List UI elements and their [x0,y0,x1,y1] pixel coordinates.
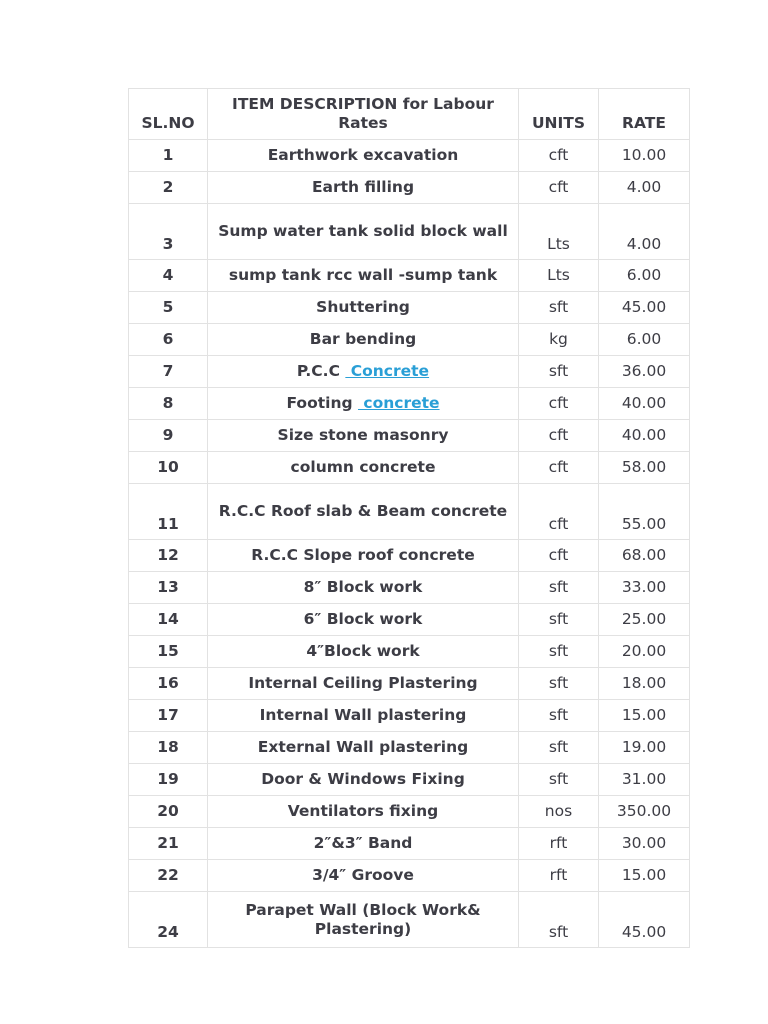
table-row [129,452,690,484]
row-sl-no: 13 [129,572,208,604]
row-unit: sft [519,356,599,388]
row-description: Sump water tank solid block wall [208,204,519,260]
table-row [129,764,690,796]
row-sl-no: 22 [129,860,208,892]
row-rate: 19.00 [599,732,690,764]
table-row [129,140,690,172]
row-rate: 4.00 [599,204,690,260]
row-sl-no: 11 [129,484,208,540]
row-rate: 20.00 [599,636,690,668]
row-unit: sft [519,604,599,636]
row-description: 3/4″ Groove [208,860,519,892]
row-rate: 15.00 [599,860,690,892]
row-unit: cft [519,484,599,540]
row-rate: 25.00 [599,604,690,636]
row-unit: cft [519,420,599,452]
labour-rates-table [128,88,690,948]
row-description: column concrete [208,452,519,484]
table-row [129,668,690,700]
row-rate: 4.00 [599,172,690,204]
row-unit: Lts [519,204,599,260]
header-units: UNITS [519,89,599,140]
row-sl-no: 4 [129,260,208,292]
row-description: 2″&3″ Band [208,828,519,860]
row-rate: 45.00 [599,892,690,948]
row-sl-no: 5 [129,292,208,324]
header-sl-no: SL.NO [129,89,208,140]
row-unit: cft [519,140,599,172]
row-sl-no: 19 [129,764,208,796]
row-sl-no: 18 [129,732,208,764]
row-rate: 10.00 [599,140,690,172]
row-sl-no: 1 [129,140,208,172]
row-sl-no: 17 [129,700,208,732]
row-rate: 31.00 [599,764,690,796]
row-unit: rft [519,828,599,860]
row-sl-no: 7 [129,356,208,388]
row-sl-no: 3 [129,204,208,260]
row-description: Earth filling [208,172,519,204]
table-row [129,860,690,892]
row-description: 4″Block work [208,636,519,668]
table-row [129,700,690,732]
table-row [129,260,690,292]
row-unit: nos [519,796,599,828]
row-sl-no: 8 [129,388,208,420]
row-unit: cft [519,452,599,484]
table-row [129,796,690,828]
row-rate: 6.00 [599,260,690,292]
row-description [208,388,519,420]
row-unit: sft [519,700,599,732]
table-row [129,204,690,260]
row-unit: cft [519,388,599,420]
row-sl-no: 21 [129,828,208,860]
row-sl-no: 14 [129,604,208,636]
table-row [129,356,690,388]
table-row [129,420,690,452]
row-unit: sft [519,764,599,796]
row-description: Bar bending [208,324,519,356]
row-rate: 58.00 [599,452,690,484]
row-unit: sft [519,292,599,324]
row-unit: Lts [519,260,599,292]
row-description: Size stone masonry [208,420,519,452]
row-rate: 33.00 [599,572,690,604]
row-description: External Wall plastering [208,732,519,764]
row-rate: 15.00 [599,700,690,732]
row-description: Earthwork excavation [208,140,519,172]
row-unit: sft [519,668,599,700]
table-row [129,292,690,324]
row-description: Shuttering [208,292,519,324]
row-unit: rft [519,860,599,892]
table-row [129,324,690,356]
row-rate: 18.00 [599,668,690,700]
header-item-description: ITEM DESCRIPTION for Labour Rates [208,89,519,140]
table-row [129,484,690,540]
row-rate: 350.00 [599,796,690,828]
row-rate: 6.00 [599,324,690,356]
table-row [129,732,690,764]
row-description: R.C.C Slope roof concrete [208,540,519,572]
row-description: 6″ Block work [208,604,519,636]
row-rate: 40.00 [599,388,690,420]
row-unit: kg [519,324,599,356]
description-prefix: Footing [286,394,358,412]
row-description: sump tank rcc wall -sump tank [208,260,519,292]
table-row [129,388,690,420]
row-unit: cft [519,540,599,572]
row-sl-no: 10 [129,452,208,484]
row-unit: sft [519,636,599,668]
concrete-link[interactable]: concrete [357,394,440,412]
row-sl-no: 16 [129,668,208,700]
row-description [208,356,519,388]
row-sl-no: 6 [129,324,208,356]
table-row [129,604,690,636]
row-description: Internal Ceiling Plastering [208,668,519,700]
row-rate: 45.00 [599,292,690,324]
row-unit: sft [519,572,599,604]
row-sl-no: 24 [129,892,208,948]
row-description: Parapet Wall (Block Work& Plastering) [208,892,519,948]
table-row [129,172,690,204]
table-row [129,572,690,604]
row-sl-no: 20 [129,796,208,828]
row-sl-no: 9 [129,420,208,452]
row-rate: 40.00 [599,420,690,452]
row-description: Ventilators fixing [208,796,519,828]
row-unit: sft [519,732,599,764]
table-row [129,540,690,572]
row-description: Internal Wall plastering [208,700,519,732]
row-description: Door & Windows Fixing [208,764,519,796]
row-sl-no: 12 [129,540,208,572]
table-row [129,636,690,668]
concrete-link[interactable]: Concrete [345,362,430,380]
row-rate: 36.00 [599,356,690,388]
row-rate: 55.00 [599,484,690,540]
row-rate: 68.00 [599,540,690,572]
row-description: 8″ Block work [208,572,519,604]
row-unit: cft [519,172,599,204]
table-row [129,828,690,860]
row-rate: 30.00 [599,828,690,860]
row-unit: sft [519,892,599,948]
row-sl-no: 2 [129,172,208,204]
table-header-row [129,89,690,140]
table-row [129,892,690,948]
row-description: R.C.C Roof slab & Beam concrete [208,484,519,540]
row-sl-no: 15 [129,636,208,668]
description-prefix: P.C.C [296,362,346,380]
header-rate: RATE [599,89,690,140]
